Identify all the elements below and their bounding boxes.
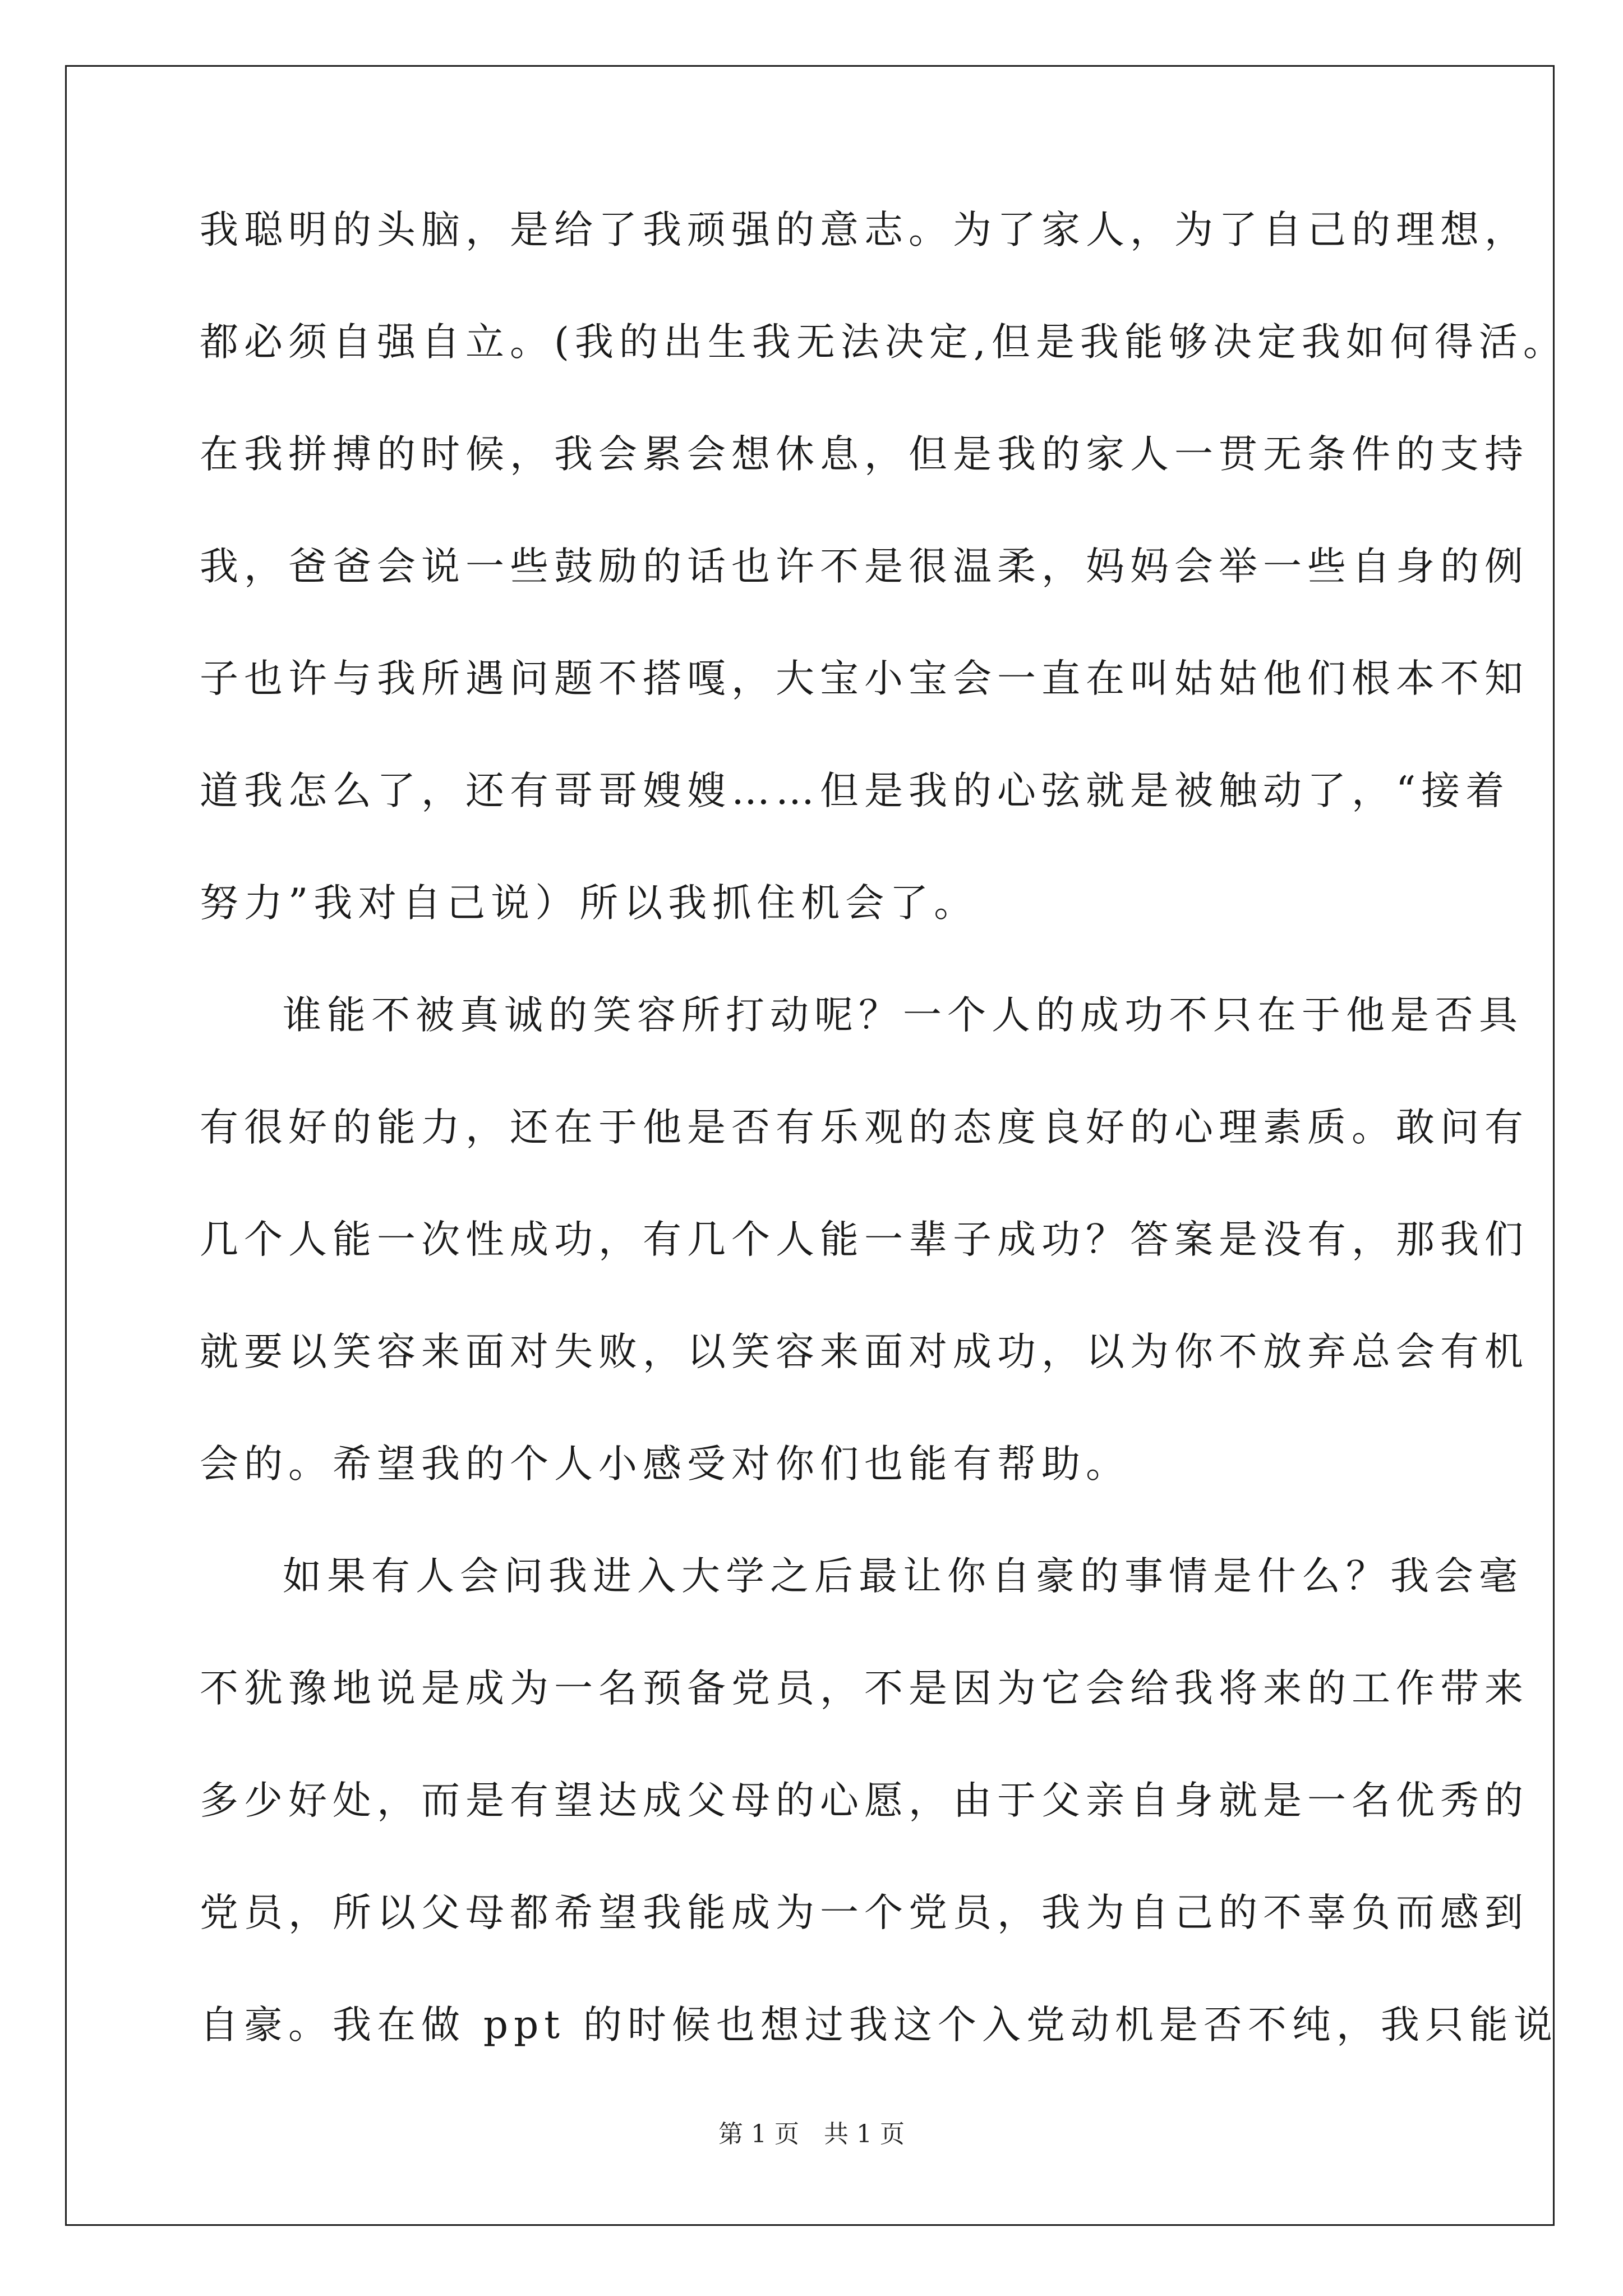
text-line: 子也许与我所遇问题不搭嘎，大宝小宝会一直在叫姑姑他们根本不知 [200, 656, 1529, 701]
text-line: 有很好的能力，还在于他是否有乐观的态度良好的心理素质。敢问有 [200, 1105, 1529, 1150]
text-line: 我聪明的头脑，是给了我顽强的意志。为了家人，为了自己的理想， [200, 208, 1529, 252]
page-number-footer: 第 1 页 共 1 页 [718, 2120, 905, 2148]
text-line: 会的。希望我的个人小感受对你们也能有帮助。 [200, 1442, 1130, 1487]
text-line: 就要以笑容来面对失败，以笑容来面对成功，以为你不放弃总会有机 [200, 1329, 1529, 1374]
text-line: 我，爸爸会说一些鼓励的话也许不是很温柔，妈妈会举一些自身的例 [200, 544, 1529, 589]
text-line: 党员，所以父母都希望我能成为一个党员，我为自己的不辜负而感到 [200, 1890, 1529, 1935]
text-line: 努力”我对自己说）所以我抓住机会了。 [200, 881, 979, 926]
paragraph-first-line: 如果有人会问我进入大学之后最让你自豪的事情是什么？我会毫 [283, 1554, 1523, 1599]
text-line: 在我拼搏的时候，我会累会想休息，但是我的家人一贯无条件的支持 [200, 432, 1529, 477]
text-line: 不犹豫地说是成为一名预备党员，不是因为它会给我将来的工作带来 [200, 1666, 1529, 1711]
text-line: 多少好处，而是有望达成父母的心愿，由于父亲自身就是一名优秀的 [200, 1778, 1529, 1823]
text-line: 都必须自强自立。(我的出生我无法决定,但是我能够决定我如何得活。 [200, 320, 1567, 365]
text-line: 几个人能一次性成功，有几个人能一辈子成功？答案是没有，那我们 [200, 1217, 1529, 1262]
paragraph-first-line: 谁能不被真诚的笑容所打动呢？一个人的成功不只在于他是否具 [283, 993, 1523, 1038]
text-line: 自豪。我在做 ppt 的时候也想过我这个入党动机是否不纯，我只能说 [200, 2003, 1558, 2047]
text-line: 道我怎么了，还有哥哥嫂嫂……但是我的心弦就是被触动了，“接着 [200, 769, 1510, 813]
